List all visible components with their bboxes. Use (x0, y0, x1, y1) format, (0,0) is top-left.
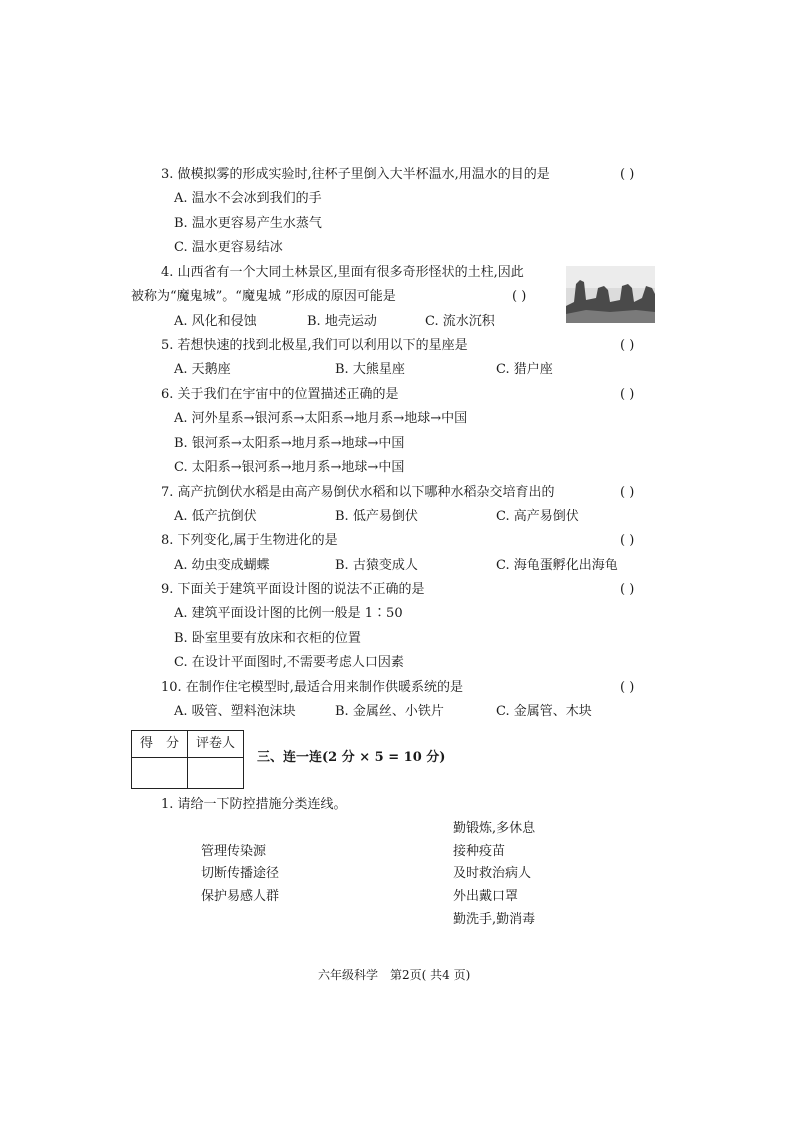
q8-option-c: C. 海龟蛋孵化出海龟 (496, 558, 618, 573)
q7-option-b: B. 低产易倒伏 (335, 509, 418, 524)
q5-answer-paren: ( ) (620, 338, 635, 353)
grader-header: 评卷人 (188, 731, 244, 758)
left-item-2[interactable]: 切断传播途径 (201, 866, 280, 881)
q5-option-a: A. 天鹅座 (174, 362, 231, 377)
right-item-2[interactable]: 接种疫苗 (453, 844, 506, 859)
q8-stem: 8. 下列变化,属于生物进化的是 (161, 533, 338, 548)
q3-option-c: C. 温水更容易结冰 (174, 240, 283, 255)
q9-option-b: B. 卧室里要有放床和衣柜的位置 (174, 631, 361, 646)
q6-option-a: A. 河外星系→银河系→太阳系→地月系→地球→中国 (174, 411, 468, 426)
q4-option-c: C. 流水沉积 (425, 314, 495, 329)
q10-option-a: A. 吸管、塑料泡沫块 (174, 704, 296, 719)
q4-option-b: B. 地壳运动 (307, 314, 377, 329)
q6-stem: 6. 关于我们在宇宙中的位置描述正确的是 (161, 387, 399, 402)
left-item-3[interactable]: 保护易感人群 (201, 889, 280, 904)
right-item-5[interactable]: 勤洗手,勤消毒 (453, 912, 536, 927)
q4-stem-line1: 4. 山西省有一个大同土林景区,里面有很多奇形怪状的土柱,因此 (161, 265, 524, 280)
section-3-q1-stem: 1. 请给一下防控措施分类连线。 (161, 797, 347, 812)
q9-option-c: C. 在设计平面图时,不需要考虑人口因素 (174, 655, 404, 670)
section-3-title: 三、连一连(2 分 × 5 = 10 分) (257, 750, 446, 765)
q3-stem: 3. 做模拟雾的形成实验时,往杯子里倒入大半杯温水,用温水的目的是 (161, 167, 550, 182)
q3-option-b: B. 温水更容易产生水蒸气 (174, 216, 322, 231)
q5-option-b: B. 大熊星座 (335, 362, 405, 377)
q6-answer-paren: ( ) (620, 387, 635, 402)
q5-stem: 5. 若想快速的找到北极星,我们可以利用以下的星座是 (161, 338, 468, 353)
q6-option-b: B. 银河系→太阳系→地月系→地球→中国 (174, 436, 405, 451)
q8-answer-paren: ( ) (620, 533, 635, 548)
q3-answer-paren: ( ) (620, 167, 635, 182)
right-item-1[interactable]: 勤锻炼,多休息 (453, 821, 536, 836)
q6-option-c: C. 太阳系→银河系→地月系→地球→中国 (174, 460, 405, 475)
page-footer: 六年级科学 第2页( 共4 页) (318, 968, 471, 982)
grader-cell[interactable] (188, 758, 244, 789)
q9-option-a: A. 建筑平面设计图的比例一般是 1∶50 (174, 606, 403, 621)
q7-answer-paren: ( ) (620, 485, 635, 500)
q3-option-a: A. 温水不会冰到我们的手 (174, 191, 322, 206)
q10-option-b: B. 金属丝、小铁片 (335, 704, 444, 719)
q4-option-a: A. 风化和侵蚀 (174, 314, 257, 329)
q5-option-c: C. 猎户座 (496, 362, 553, 377)
q7-option-c: C. 高产易倒伏 (496, 509, 579, 524)
q7-option-a: A. 低产抗倒伏 (174, 509, 257, 524)
q9-stem: 9. 下面关于建筑平面设计图的说法不正确的是 (161, 582, 425, 597)
q8-option-a: A. 幼虫变成蝴蝶 (174, 558, 270, 573)
q8-option-b: B. 古猿变成人 (335, 558, 418, 573)
earth-pillars-photo-icon (566, 266, 655, 323)
score-table (131, 730, 244, 789)
q4-stem-line2: 被称为“魔鬼城”。“魔鬼城 ”形成的原因可能是 (131, 289, 396, 304)
right-item-3[interactable]: 及时救治病人 (453, 866, 532, 881)
score-header: 得 分 (132, 731, 188, 758)
q10-answer-paren: ( ) (620, 680, 635, 695)
score-cell[interactable] (132, 758, 188, 789)
left-item-1[interactable]: 管理传染源 (201, 844, 267, 859)
q7-stem: 7. 高产抗倒伏水稻是由高产易倒伏水稻和以下哪种水稻杂交培育出的 (161, 485, 555, 500)
q10-option-c: C. 金属管、木块 (496, 704, 592, 719)
q4-answer-paren: ( ) (512, 289, 527, 304)
q9-answer-paren: ( ) (620, 582, 635, 597)
right-item-4[interactable]: 外出戴口罩 (453, 889, 519, 904)
q10-stem: 10. 在制作住宅模型时,最适合用来制作供暖系统的是 (161, 680, 463, 695)
